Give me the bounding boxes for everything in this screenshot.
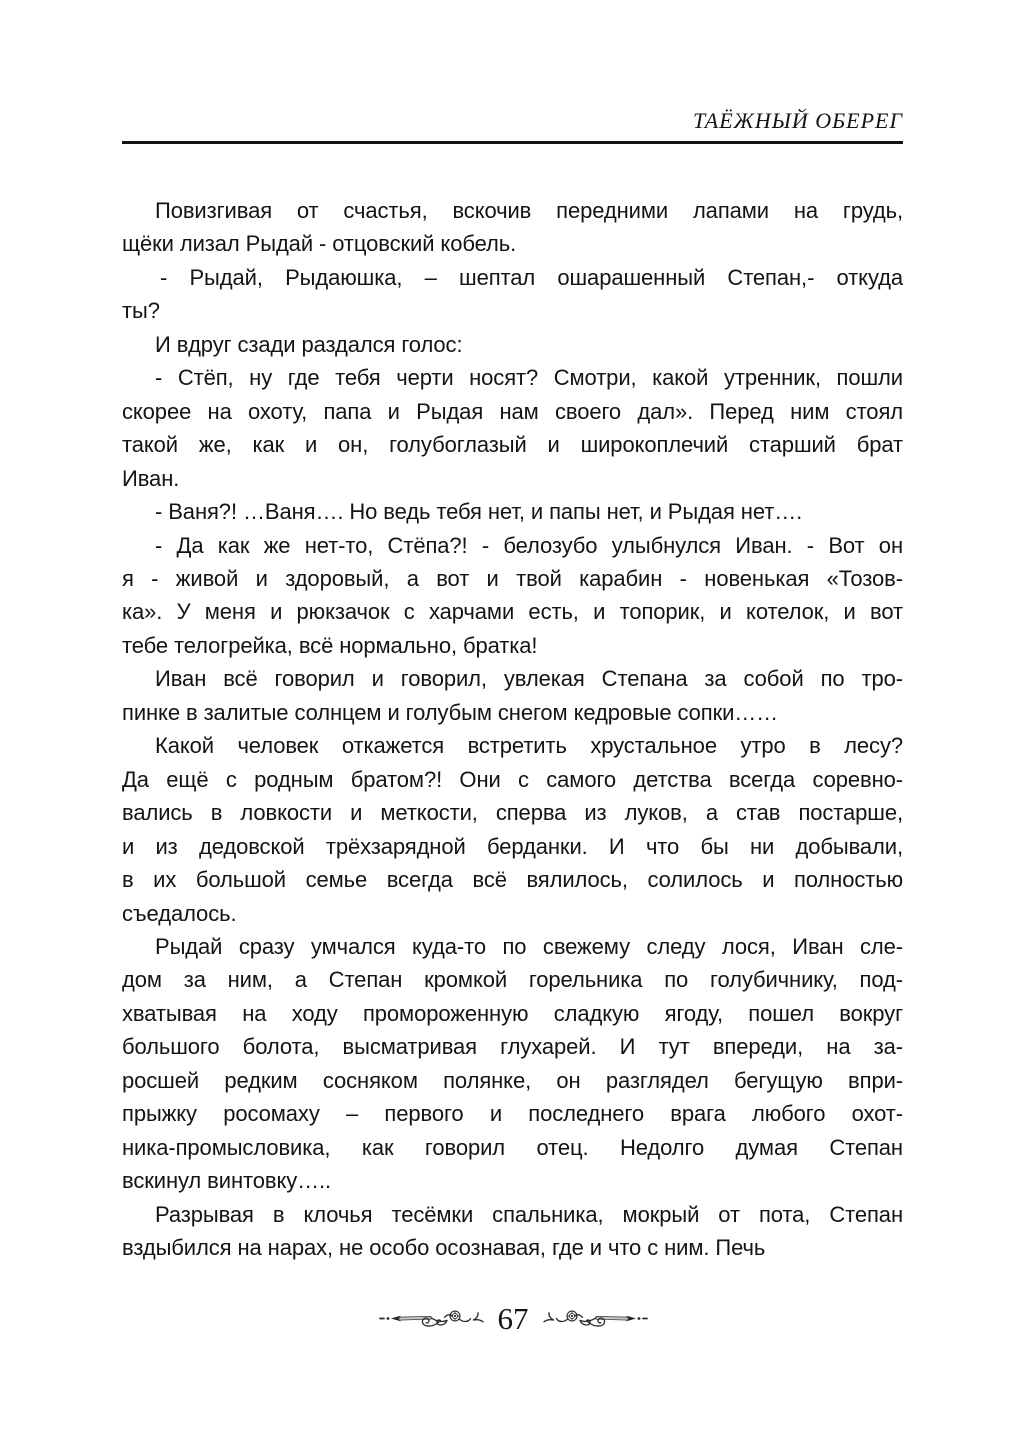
text-line: росшей редким сосняком полянке, он разглядел бегущую впри- — [122, 1067, 903, 1093]
paragraph — [122, 328, 903, 361]
body-text — [122, 194, 903, 1265]
text-line: ника-промысловика, как говорил отец. Недолго думая Степан — [122, 1134, 903, 1160]
paragraph — [122, 662, 903, 729]
text-line: пинке в залитые солнцем и голубым снегом кедровые сопки…… — [122, 699, 779, 725]
page-header — [122, 108, 903, 134]
text-line: Иван всё говорил и говорил, увлекая Степана за собой по тро- — [155, 666, 903, 692]
text-line: Рыдай сразу умчался куда-то по свежему следу лося, Иван сле- — [155, 933, 903, 959]
flourish-right-icon — [541, 1302, 649, 1338]
text-line: Разрывая в клочья тесёмки спальника, мокрый от пота, Степан — [155, 1201, 903, 1227]
text-line: щёки лизал Рыдай - отцовский кобель. — [122, 231, 517, 257]
text-line: Какой человек откажется встретить хрустальное утро в лесу? — [155, 733, 903, 759]
text-line: тебе телогрейка, всё нормально, братка! — [122, 632, 538, 658]
text-line: в их большой семье всегда всё вялилось, солилось и полностью — [122, 867, 903, 893]
text-line: ка». У меня и рюкзачок с харчами есть, и топорик, и котелок, и вот — [122, 599, 903, 625]
text-line: я - живой и здоровый, а вот и твой карабин - новенькая «Тозов- — [122, 565, 903, 591]
page-footer — [0, 1298, 1026, 1342]
text-line: прыжку росомаху – первого и последнего врага любого охот- — [122, 1101, 903, 1127]
text-line: - Ваня?! …Ваня…. Но ведь тебя нет, и папы нет, и Рыдая нет…. — [155, 499, 803, 525]
text-line: такой же, как и он, голубоглазый и широкоплечий старший брат — [122, 432, 903, 458]
text-line: съедалось. — [122, 900, 237, 926]
text-line: - Стёп, ну где тебя черти носят? Смотри, какой утренник, пошли — [155, 365, 903, 391]
text-line: Иван. — [122, 465, 180, 491]
text-line: - Рыдай, Рыдаюшка, – шептал ошарашенный Степан,- откуда — [160, 264, 903, 290]
flourish-left-icon — [378, 1302, 486, 1338]
text-line: Повизгивая от счастья, вскочив передними лапами на грудь, — [155, 198, 903, 223]
page-number: 67 — [497, 1300, 529, 1336]
text-line: вались в ловкости и меткости, сперва из луков, а став постарше, — [122, 800, 903, 826]
paragraph — [122, 1198, 903, 1265]
text-line: большого болота, высматривая глухарей. И тут впереди, на за- — [122, 1034, 903, 1060]
paragraph — [122, 729, 903, 930]
header-title: ТАЁЖНЫЙ ОБЕРЕГ — [692, 108, 903, 133]
paragraph — [122, 194, 903, 261]
text-line: ты? — [122, 298, 160, 324]
text-line: дом за ним, а Степан кромкой горельника по голубичнику, под- — [122, 967, 903, 993]
text-line: вздыбился на нарах, не особо осознавая, где и что с ним. Печь — [122, 1235, 766, 1261]
text-line: скорее на охоту, папа и Рыдая нам своего дал». Перед ним стоял — [122, 398, 903, 424]
paragraph — [122, 930, 903, 1198]
header-rule — [122, 141, 903, 144]
text-line: - Да как же нет-то, Стёпа?! - белозубо улыбнулся Иван. - Вот он — [155, 532, 903, 558]
paragraph — [122, 529, 903, 663]
text-line: хватывая на ходу промороженную сладкую ягоду, пошел вокруг — [122, 1000, 903, 1026]
text-line: вскинул винтовку….. — [122, 1168, 332, 1194]
paragraph — [122, 361, 903, 495]
text-line: Да ещё с родным братом?! Они с самого детства всегда соревно- — [122, 766, 903, 792]
text-line: И вдруг сзади раздался голос: — [155, 331, 463, 357]
paragraph — [122, 261, 903, 328]
text-line: и из дедовской трёхзарядной берданки. И что бы ни добывали, — [122, 833, 903, 859]
paragraph — [122, 495, 903, 528]
